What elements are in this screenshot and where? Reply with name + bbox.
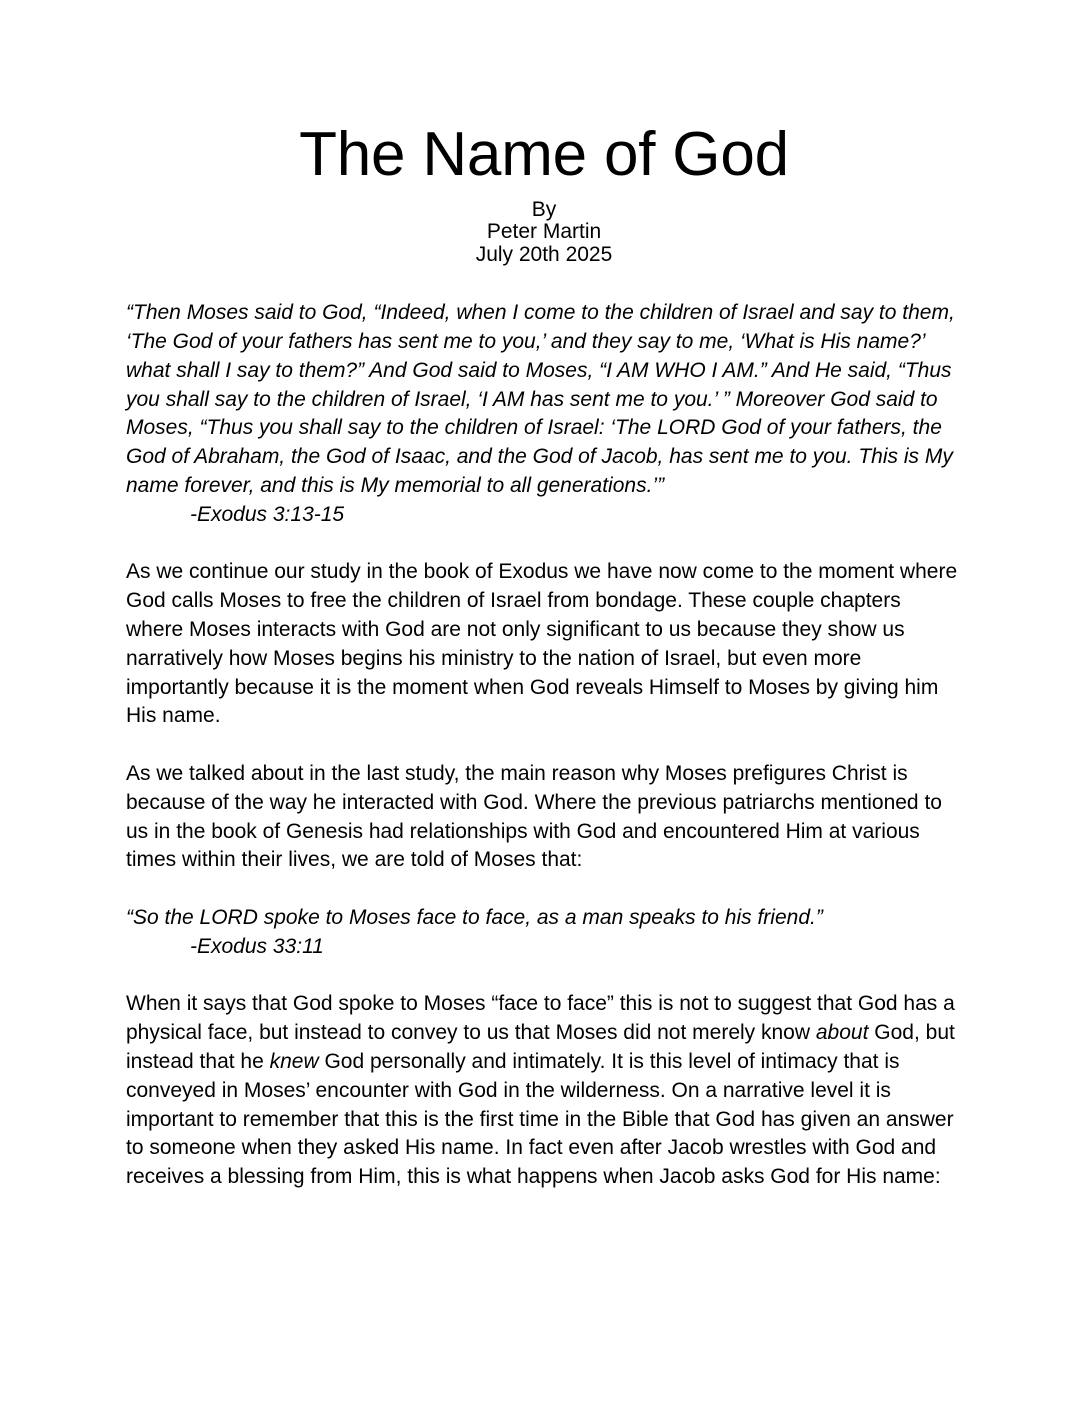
spacer [126,875,962,904]
spacer [126,266,962,299]
byline-by-label: By [531,197,557,221]
body-paragraph-3-segment-1: When it says that God spoke to Moses “face to face” this is not to suggest that God has a physical face, but instead to convey to us that Moses did not merely know [126,992,955,1045]
byline-block [126,188,962,267]
body-paragraph-2: As we talked about in the last study, the main reason why Moses prefigures Christ is because of the way he interacted with God. Where the previous patriarchs mentioned to us in the book of Genesis had relationships with God and encountered Him at various times within their lives, we are told of Moses that: [126,761,942,872]
scripture-quote-exodus-3: “Then Moses said to God, “Indeed, when I come to the children of Israel and say to them, ‘The God of your fathers has sent me to you,’ and they say to me, ‘What is His name?’ what shall I say to them?” And God said to Moses, “I AM WHO I AM.” And He said, “Thus you shall say to the children of Israel, ‘I AM has sent me to you.’ ” Moreover God said to Moses, “Thus you shall say to the children of Israel: ‘The LORD God of your fathers, the God of Abraham, the God of Isaac, and the God of Jacob, has sent me to you. This is My name forever, and this is My memorial to all generations.’” [126,301,955,497]
body-paragraph-3-segment-2: God, but instead that he [126,1021,955,1073]
body-paragraph-3-emphasis-knew: knew [269,1049,319,1073]
body-paragraph-1: As we continue our study in the book of Exodus we have now come to the moment where God calls Moses to free the children of Israel from bondage. These couple chapters where Moses interacts with God are not only significant to us because they show us narratively how Moses begins his ministry to the nation of Israel, but even more importantly because it is the moment when God reveals Himself to Moses by giving him His name. [126,560,958,728]
spacer [126,530,962,559]
byline-date: July 20th 2025 [475,242,613,266]
document-content [126,0,962,1192]
spacer [126,962,962,991]
spacer [126,731,962,760]
scripture-quote-exodus-33: “So the LORD spoke to Moses face to face, as a man speaks to his friend.” [126,905,823,929]
scripture-citation-exodus-33: -Exodus 33:11 [190,934,324,958]
page-title: The Name of God [299,120,789,189]
body-paragraph-3 [126,990,962,1192]
scripture-citation-exodus-3: -Exodus 3:13-15 [190,502,345,526]
body-paragraph-3-segment-3: God personally and intimately. It is this level of intimacy that is conveyed in Moses’ encounter with God in the wilderness. On a narrative level it is important to remember that this is the first time in the Bible that God has given an answer to someone when they asked His name. In fact even after Jacob wrestles with God and receives a blessing from Him, this is what happens when Jacob asks God for His name: [126,1049,954,1189]
body-paragraph-3-emphasis-about: about [815,1021,869,1045]
byline-author: Peter Martin [486,220,602,244]
